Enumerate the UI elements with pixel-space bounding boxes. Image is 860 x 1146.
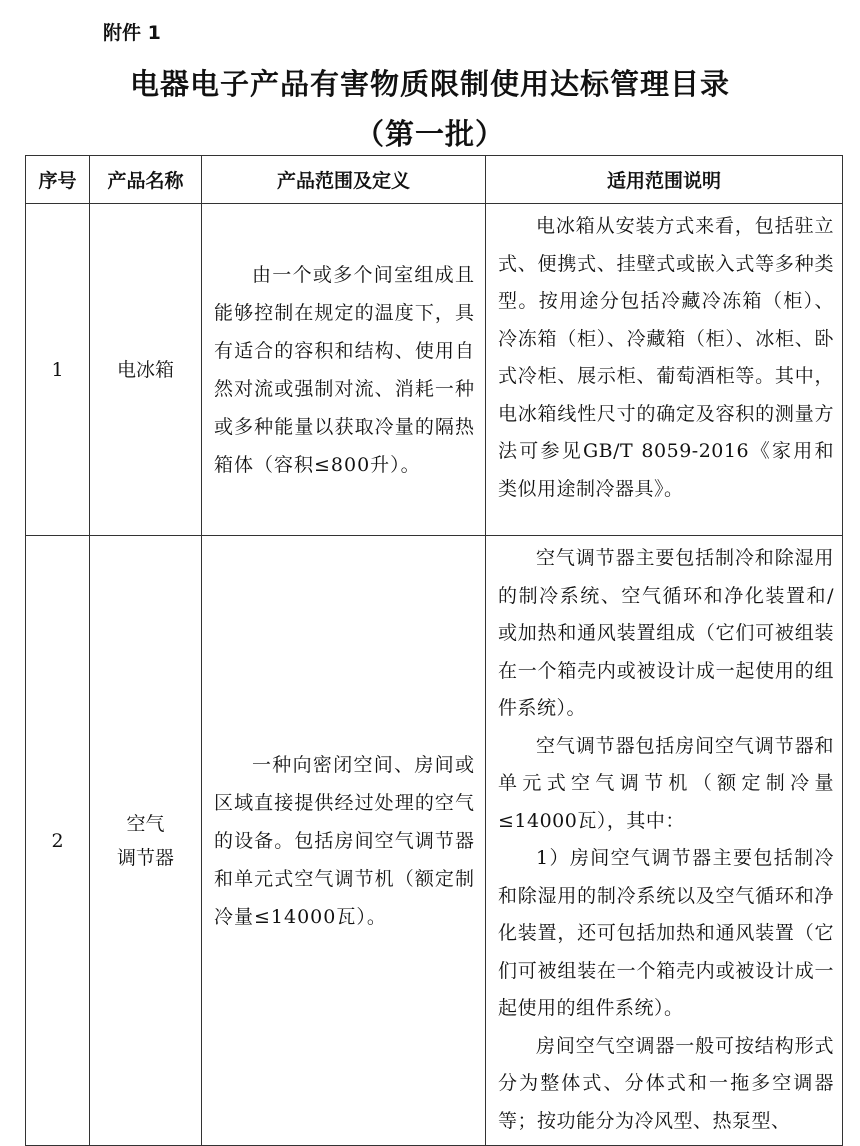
definition-text: 一种向密闭空间、房间或区域直接提供经过处理的空气的设备。包括房间空气调节器和单元式空气调节机（额定制冷量≤14000瓦）。 xyxy=(214,753,475,928)
description-paragraph: 空气调节器主要包括制冷和除湿用的制冷系统、空气循环和净化装置和/或加热和通风装置组成（它们可被组装在一个箱壳内或被设计成一起使用的组件系统）。 xyxy=(498,547,834,719)
catalog-table xyxy=(25,155,843,1146)
product-name: 电冰箱 xyxy=(90,204,202,536)
product-name xyxy=(90,536,202,1146)
row-number: 2 xyxy=(26,536,90,1146)
column-header-name: 产品名称 xyxy=(90,156,202,204)
column-header-definition: 产品范围及定义 xyxy=(202,156,486,204)
product-name-line: 空气 xyxy=(126,812,165,835)
table-row xyxy=(26,204,843,536)
page-title: 电器电子产品有害物质限制使用达标管理目录 xyxy=(129,67,730,101)
page-subtitle: （第一批） xyxy=(354,117,505,151)
table-row xyxy=(26,536,843,1146)
description-paragraph: 房间空气空调器一般可按结构形式分为整体式、分体式和一拖多空调器等；按功能分为冷风型、热泵型、 xyxy=(498,1034,834,1132)
description-paragraph: 1）房间空气调节器主要包括制冷和除湿用的制冷系统以及空气循环和净化装置，还可包括加热和通风装置（它们可被组装在一个箱壳内或被设计成一起使用的组件系统）。 xyxy=(498,847,834,1019)
product-name-line: 调节器 xyxy=(116,846,174,869)
scope-description xyxy=(486,204,843,536)
product-definition xyxy=(202,536,486,1146)
attachment-label: 附件 1 xyxy=(103,22,161,44)
description-paragraph: 电冰箱从安装方式来看，包括驻立式、便携式、挂壁式或嵌入式等多种类型。按用途分包括冷藏冷冻箱（柜）、冷冻箱（柜）、冷藏箱（柜）、冰柜、卧式冷柜、展示柜、葡萄酒柜等。其中，电冰箱线性尺寸的确定及容积的测量方法可参见GB/T 8059-2016《家用和类似用途制冷器具》。 xyxy=(498,215,834,500)
scope-description xyxy=(486,536,843,1146)
definition-text: 由一个或多个间室组成且能够控制在规定的温度下，具有适合的容积和结构、使用自然对流或强制对流、消耗一种或多种能量以获取冷量的隔热箱体（容积≤800升）。 xyxy=(214,263,475,476)
column-header-description: 适用范围说明 xyxy=(486,156,843,204)
column-header-number: 序号 xyxy=(26,156,90,204)
description-paragraph: 空气调节器包括房间空气调节器和单元式空气调节机（额定制冷量≤14000瓦），其中： xyxy=(498,734,834,832)
row-number: 1 xyxy=(26,204,90,536)
product-definition xyxy=(202,204,486,536)
table-header-row xyxy=(26,156,843,204)
